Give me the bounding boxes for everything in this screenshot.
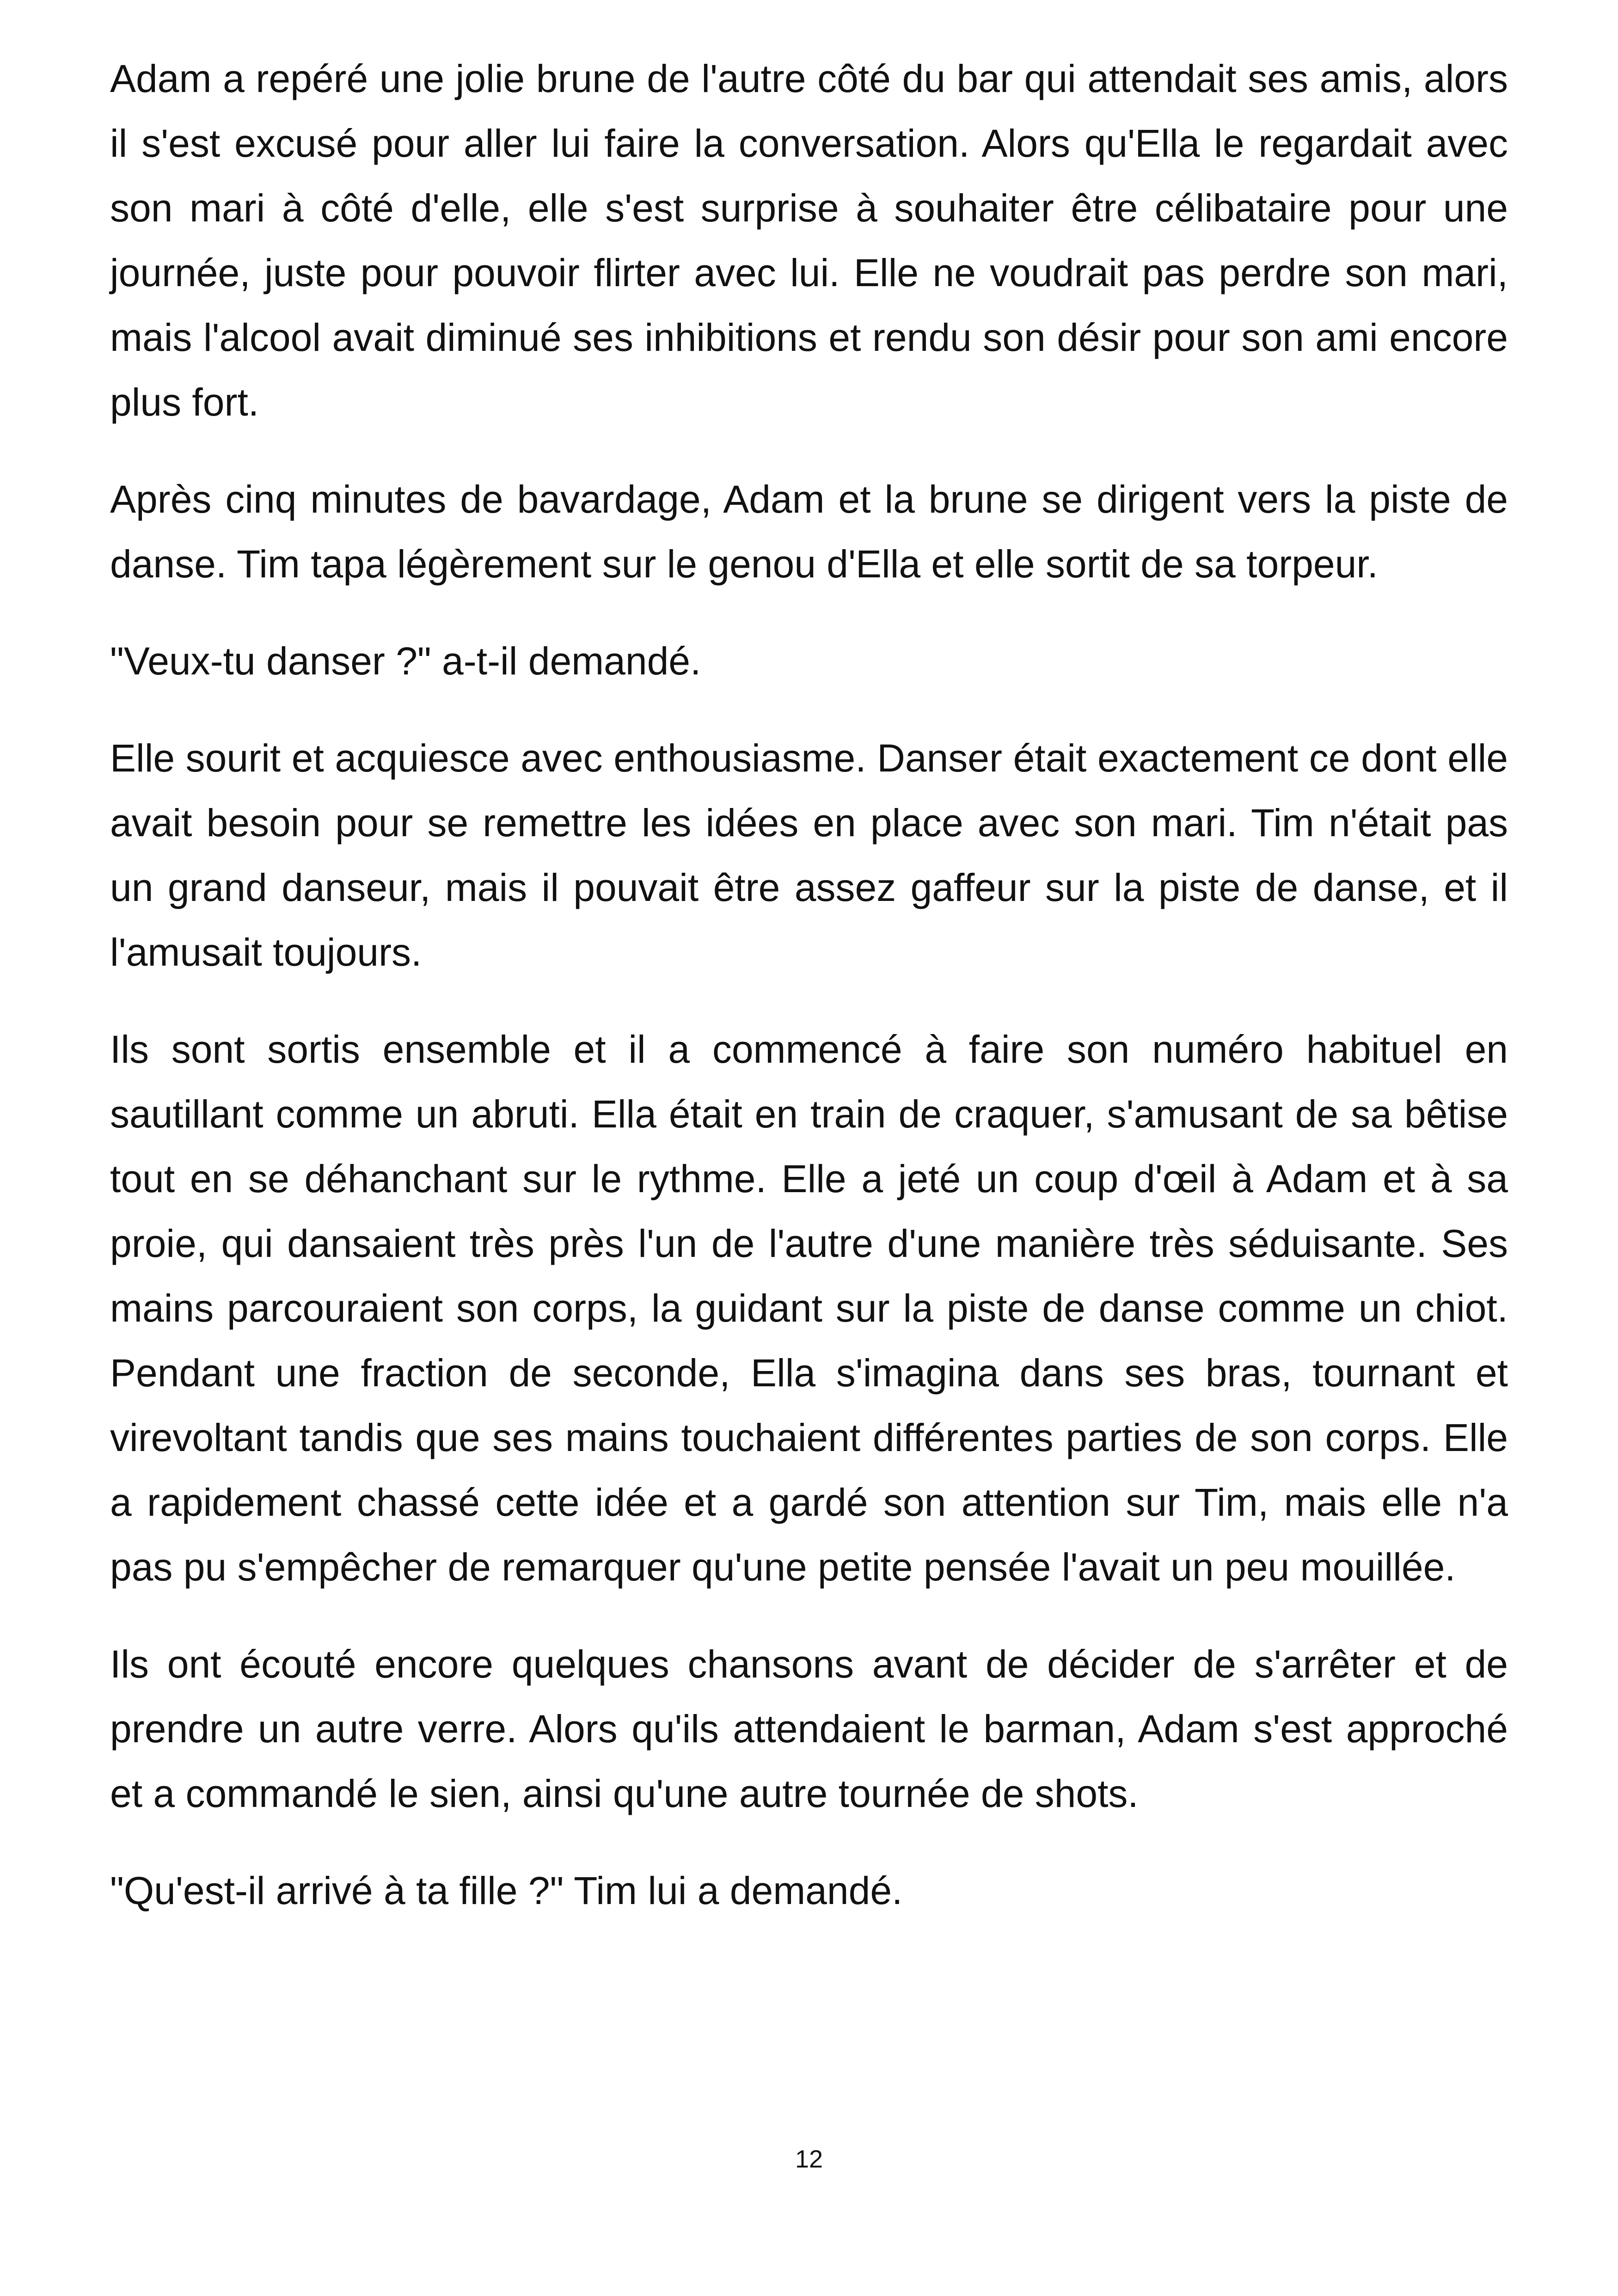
page-body xyxy=(110,46,1508,1955)
paragraph-7: "Qu'est-il arrivé à ta fille ?" Tim lui a demandé. xyxy=(110,1869,903,1912)
page-number: 12 xyxy=(795,2145,823,2173)
paragraph-4: Elle sourit et acquiesce avec enthousiasme. Danser était exactement ce dont elle avait besoin pour se remettre les idées en place avec son mari. Tim n'était pas un grand danseur, mais il pouvait être assez gaffeur sur la piste de danse, et il l'amusait toujours. xyxy=(110,736,1508,974)
paragraph-5: Ils sont sortis ensemble et il a commencé à faire son numéro habituel en sautillant comme un abruti. Ella était en train de craquer, s'amusant de sa bêtise tout en se déhanchant sur le rythme. Elle a jeté un coup d'œil à Adam et à sa proie, qui dansaient très près l'un de l'autre d'une manière très séduisante. Ses mains parcouraient son corps, la guidant sur la piste de danse comme un chiot. Pendant une fraction de seconde, Ella s'imagina dans ses bras, tournant et virevoltant tandis que ses mains touchaient différentes parties de son corps. Elle a rapidement chassé cette idée et a gardé son attention sur Tim, mais elle n'a pas pu s'empêcher de remarquer qu'une petite pensée l'avait un peu mouillée. xyxy=(110,1028,1508,1589)
paragraph-3: "Veux-tu danser ?" a-t-il demandé. xyxy=(110,639,701,683)
paragraph-2: Après cinq minutes de bavardage, Adam et la brune se dirigent vers la piste de danse. Tim tapa légèrement sur le genou d'Ella et elle sortit de sa torpeur. xyxy=(110,478,1508,586)
paragraph-1: Adam a repéré une jolie brune de l'autre côté du bar qui attendait ses amis, alors il s'est excusé pour aller lui faire la conversation. Alors qu'Ella le regardait avec son mari à côté d'elle, elle s'est surprise à souhaiter être célibataire pour une journée, juste pour pouvoir flirter avec lui. Elle ne voudrait pas perdre son mari, mais l'alcool avait diminué ses inhibitions et rendu son désir pour son ami encore plus fort. xyxy=(110,57,1508,424)
paragraph-6: Ils ont écouté encore quelques chansons avant de décider de s'arrêter et de prendre un autre verre. Alors qu'ils attendaient le barman, Adam s'est approché et a commandé le sien, ainsi qu'une autre tournée de shots. xyxy=(110,1642,1508,1815)
